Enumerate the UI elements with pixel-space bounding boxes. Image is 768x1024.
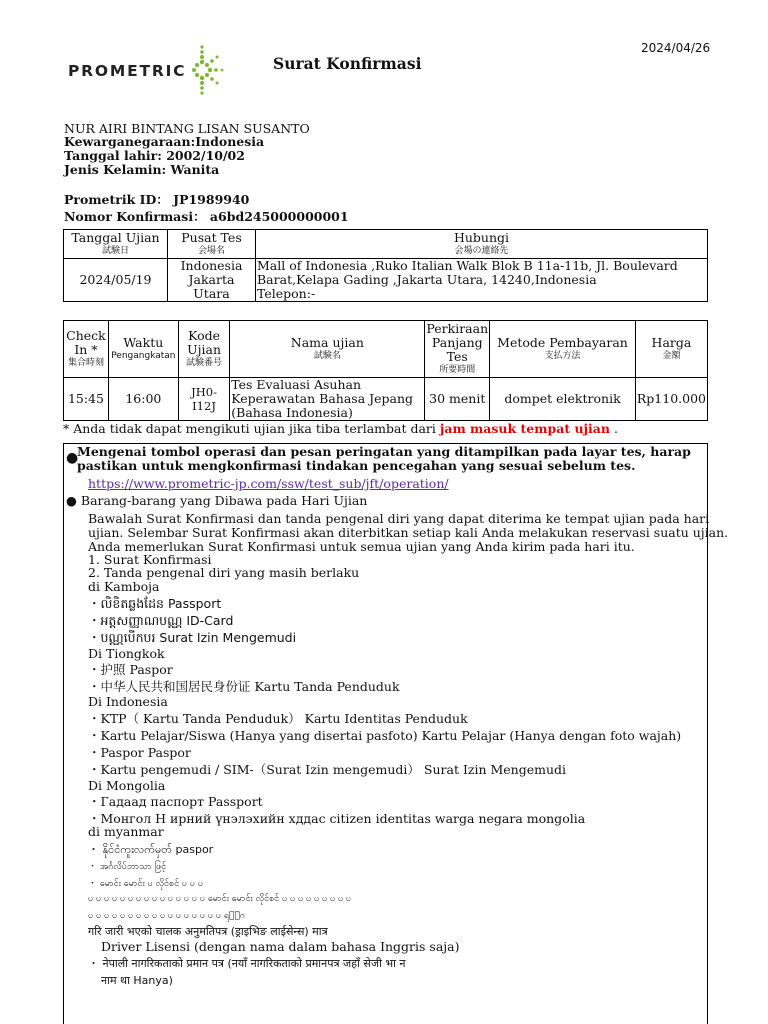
body-line: 1. Surat Konfirmasi [88,552,212,567]
header-exam-date: Tanggal Ujian 試験日 [64,230,168,259]
header-price: Harga 金額 [635,321,707,378]
body-line: ・Kartu Pelajar/Siswa (Hanya yang disertai pasfoto) Kartu Pelajar (Hanya dengan foto wajah) [88,728,682,743]
venue-table [63,229,708,302]
body-line: गरि जारी भएको चालक अनुमतिपत्र (ड्राइभिङ लाईसेन्स) मात्र [88,925,328,938]
exam-header-row [64,321,708,378]
body-line: ・បណ្ណបើកបរ Surat Izin Mengemudi [88,630,297,645]
venue-row [64,259,708,302]
body-line: ・លិខិតឆ្លងដែន Passport [88,596,222,611]
body-line: ・ နိုင်ငံကူးလက်မှတ် paspor [88,843,214,856]
note-highlight: jam masuk tempat ujian [439,421,610,436]
body-line: ujian. Selembar Surat Konfirmasi akan diterbitkan setiap kali Anda melakukan reservasi suatu ujian. [88,525,729,540]
body-line: ・Kartu pengemudi / SIM-（Surat Izin mengemudi） Surat Izin Mengemudi [88,762,567,777]
logo-star-icon [190,44,238,96]
document-date: 2024/04/26 [641,41,711,55]
operation-link[interactable]: https://www.prometric-jp.com/ssw/test_sub/jft/operation/ [88,476,449,491]
confirmation-number: Nomor Konfirmasi： a6bd245000000001 [64,209,349,224]
body-line: di Kamboja [88,579,160,594]
exam-code: JH0-I12J [178,378,229,421]
price: Rp110.000 [635,378,707,421]
header-exam-code: Kode Ujian 試験番号 [178,321,229,378]
body-line: Di Indonesia [88,694,168,709]
body-line: Di Mongolia [88,778,166,793]
prometric-logo [68,44,238,96]
body-line: ・ မောင်း မောင်း ပ လိုင်စင် ပ ပ ပ [88,879,204,889]
body-line: Bawalah Surat Konfirmasi dan tanda pengenal diri yang dapat diterima ke tempat ujian pada hari [88,511,710,526]
header-checkin: Check In * 集合時刻 [64,321,109,378]
candidate-name: NUR AIRI BINTANG LISAN SUSANTO [64,121,310,136]
body-line: di myanmar [88,824,164,839]
page-title: Surat Konfirmasi [273,54,422,73]
items-title: ● Barang-barang yang Dibawa pada Hari Ujian [66,493,368,508]
test-center: Indonesia Jakarta Utara [168,259,256,302]
venue-header-row [64,230,708,259]
exam-duration: 30 menit [425,378,490,421]
body-line: Driver Lisensi (dengan nama dalam bahasa Inggris saja) [101,939,460,954]
header-exam-name: Nama ujian 試験名 [230,321,425,378]
header-payment: Metode Pembayaran 支払方法 [490,321,636,378]
body-line: ・Гадаад паспорт Passport [88,794,263,809]
late-arrival-note: * Anda tidak dapat mengikuti ujian jika tiba terlambat dari jam masuk tempat ujian . [63,421,618,436]
birthdate: Tanggal lahir: 2002/10/02 [64,148,245,163]
prometric-id: Prometrik ID： JP1989940 [64,192,250,207]
body-line: Anda memerlukan Surat Konfirmasi untuk semua ujian yang Anda kirim pada hari itu. [88,539,635,554]
nationality: Kewarganegaraan:Indonesia [64,134,265,149]
body-line: Di Tiongkok [88,646,165,661]
exam-name: Tes Evaluasi Asuhan Keperawatan Bahasa Jepang (Bahasa Indonesia) [230,378,425,421]
notice-heading: Mengenai tombol operasi dan pesan peringatan yang ditampilkan pada layar tes, harap pastikan untuk mengkonfirmasi tindakan pencegahan yang sesuai sebelum tes. [77,444,691,473]
start-time: 16:00 [108,378,178,421]
payment-method: dompet elektronik [490,378,636,421]
body-line: ပ ပ ပ ပ ပ ပ ပ ပ ပ ပ ပ ပ ပ ပ ပ မောင်း မောင်း လိုင်စင် ပ ပ ပ ပ ပ ပ ပ ပ ပ [88,894,352,904]
header-time: Waktu Pengangkatan [108,321,178,378]
body-line: नाम था Hanya) [101,974,173,987]
body-line: ・ အင်္ဂလိပ်ဘာသာ ဖြင့် [88,862,167,872]
body-line: ・护照 Paspor [88,662,173,677]
exam-date: 2024/05/19 [64,259,168,302]
gender: Jenis Kelamin: Wanita [64,162,220,177]
body-line: ・អត្តសញ្ញាណបណ្ណ ID-Card [88,613,234,628]
body-line: ・Paspor Paspor [88,745,191,760]
body-line: ・ नेपाली नागरिकताको प्रमान पत्र (नयाँ नागरिकताको प्रमानपत्र जहाँ सेजी भा न [88,957,406,970]
bullet-icon: ● [66,450,79,466]
checkin-time: 15:45 [64,378,109,421]
exam-table [63,320,708,421]
body-line: ・中华人民共和国居民身份证 Kartu Tanda Penduduk [88,679,400,694]
header-duration: Perkiraan Panjang Tes 所要時間 [425,321,490,378]
header-contact: Hubungi 会場の連絡先 [256,230,708,259]
body-line: ပ ပ ပ ပ ပ ပ ပ ပ ပ ပ ပ ပ ပ ပ ပ ပ ပ ရဟိ̄ဂ [88,911,246,921]
contact-address: Mall of Indonesia ,Ruko Italian Walk Blok B 11a-11b, Jl. Boulevard Barat,Kelapa Gading ,Jakarta Utara, 14240,Indonesia Telepon:- [256,259,708,302]
header-test-center: Pusat Tes 会場名 [168,230,256,259]
logo-text: PROMETRIC [68,62,187,80]
exam-row [64,378,708,421]
body-line: 2. Tanda pengenal diri yang masih berlaku [88,565,360,580]
body-line: ・Монгол Н ирний үнэлэхийн хддас citizen identitas warga negara mongolia [88,811,586,826]
body-line: ・KTP（ Kartu Tanda Penduduk） Kartu Identitas Penduduk [88,711,468,726]
